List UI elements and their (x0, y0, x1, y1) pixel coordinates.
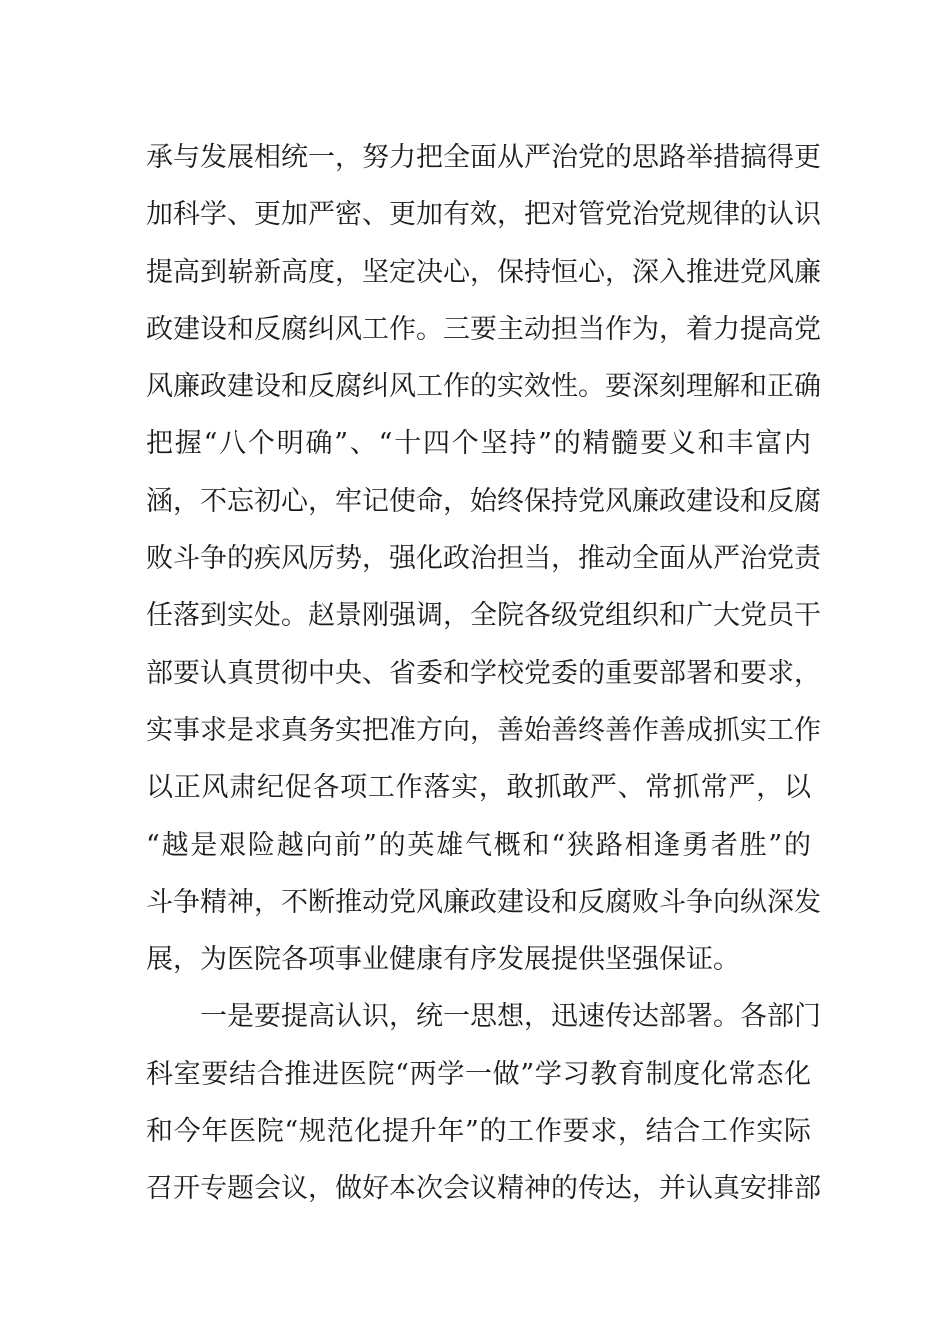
body-text (146, 129, 821, 1218)
paragraph-1 (146, 129, 821, 988)
text-line: 召开专题会议，做好本次会议精神的传达，并认真安排部 (146, 1173, 821, 1205)
text-line: 一是要提高认识，统一思想，迅速传达部署。各部门 (200, 1001, 821, 1033)
text-line: 风廉政建设和反腐纠风工作的实效性。要深刻理解和正确 (146, 371, 821, 403)
text-line: 把握“八个明确”、“十四个坚持”的精髓要义和丰富内 (146, 428, 811, 460)
text-line: 加科学、更加严密、更加有效，把对管党治党规律的认识 (146, 199, 821, 231)
paragraph-2 (146, 988, 821, 1217)
text-line: 承与发展相统一，努力把全面从严治党的思路举措搞得更 (146, 142, 821, 173)
text-line: 部要认真贯彻中央、省委和学校党委的重要部署和要求， (146, 657, 821, 689)
text-line: 败斗争的疾风厉势，强化政治担当，推动全面从严治党责 (146, 543, 821, 575)
text-line: 科室要结合推进医院“两学一做”学习教育制度化常态化 (146, 1058, 811, 1090)
text-line: 和今年医院“规范化提升年”的工作要求，结合工作实际 (146, 1116, 811, 1148)
text-line: 提高到崭新高度，坚定决心，保持恒心，深入推进党风廉 (146, 256, 821, 288)
text-line: 实事求是求真务实把准方向，善始善终善作善成抓实工作 (146, 714, 821, 746)
text-line: 斗争精神，不断推动党风廉政建设和反腐败斗争向纵深发 (146, 886, 821, 918)
text-line: 以正风肃纪促各项工作落实，敢抓敢严、常抓常严，以 (146, 772, 811, 804)
text-line: “越是艰险越向前”的英雄气概和“狭路相逢勇者胜”的 (146, 829, 811, 861)
text-line: 政建设和反腐纠风工作。三要主动担当作为，着力提高党 (146, 313, 821, 345)
text-line: 任落到实处。赵景刚强调，全院各级党组织和广大党员干 (146, 600, 821, 632)
text-line: 涵，不忘初心，牢记使命，始终保持党风廉政建设和反腐 (146, 485, 821, 517)
text-line: 展，为医院各项事业健康有序发展提供坚强保证。 (146, 944, 740, 976)
